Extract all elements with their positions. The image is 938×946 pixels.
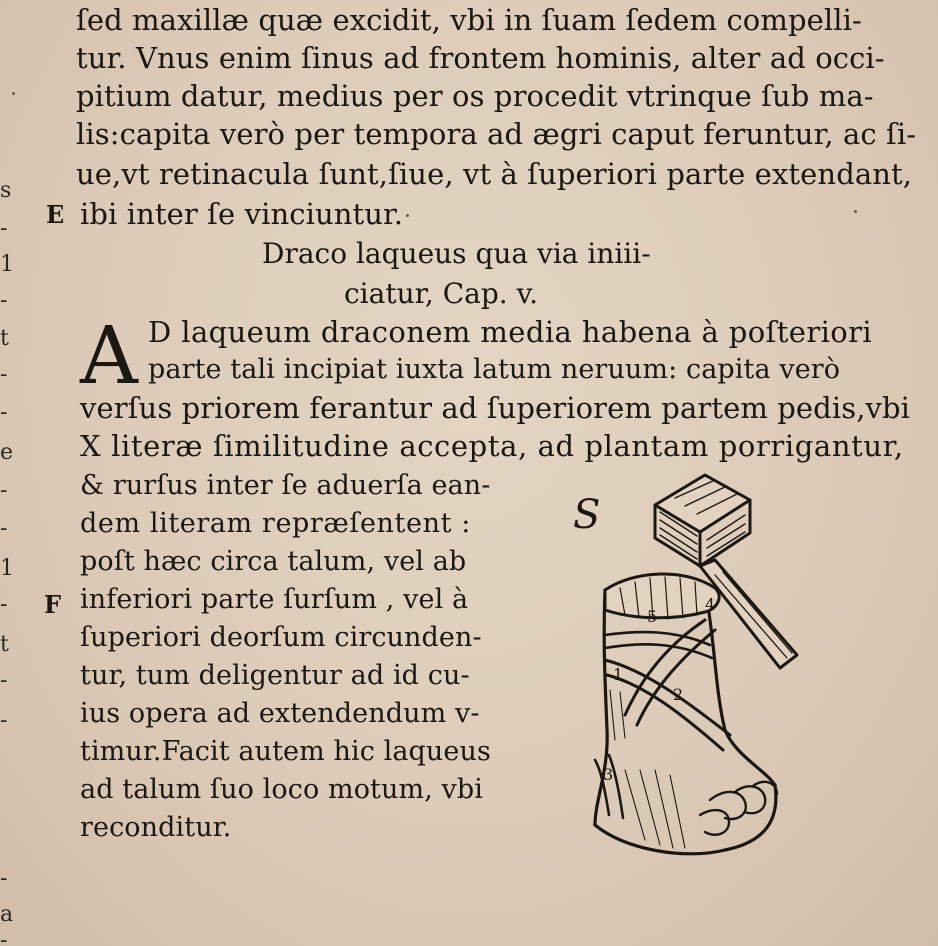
body-line: tur. Vnus enim ſinus ad frontem hominis, alter ad occi- (76, 41, 885, 75)
body-line: lis:capita verò per tempora ad ægri caput feruntur, ac ſi- (76, 117, 917, 151)
chapter-line: inferiori parte ſurſum , vel à (80, 584, 469, 615)
gutter-mark: - (0, 478, 8, 503)
chapter-line: timur.Facit autem hic laqueus (80, 736, 491, 767)
chapter-line: D laqueum draconem media habena à poſteriori (148, 315, 873, 349)
gutter-mark: e (0, 440, 14, 465)
figure-number: 5 (647, 607, 658, 626)
gutter-mark: - (0, 362, 8, 387)
gutter-mark: a (0, 902, 14, 927)
margin-letter-e: E (46, 200, 65, 229)
chapter-line: parte tali incipiat iuxta latum neruum: capita verò (148, 354, 841, 385)
chapter-heading: Draco laqueus qua via iniii- (262, 237, 651, 270)
paper-speck (854, 210, 857, 213)
chapter-line: & rurſus inter ſe aduerſa ean- (80, 470, 491, 501)
body-line: ibi inter ſe vinciuntur. (80, 197, 404, 231)
chapter-line: dem literam repræſentent : (80, 508, 471, 539)
chapter-line: ius opera ad extendendum v- (80, 698, 480, 729)
chapter-line: ſuperiori deorſum circunden- (80, 622, 482, 653)
gutter-mark: - (0, 288, 8, 313)
drop-cap: A (80, 309, 138, 402)
chapter-line: reconditur. (80, 812, 232, 843)
gutter-mark: - (0, 592, 8, 617)
chapter-number: ciatur, Cap. v. (344, 277, 538, 310)
body-line: pitium datur, medius per os procedit vtrinque ſub ma- (76, 79, 874, 113)
body-line: ue,vt retinacula ſunt,ſiue, vt à ſuperiori parte extendant, (76, 157, 913, 191)
figure-number: 1 (613, 665, 624, 684)
body-line: ſed maxillæ quæ excidit, vbi in ſuam ſedem compelli- (76, 3, 862, 37)
paper-speck (406, 214, 409, 217)
figure-label-letter: S (573, 492, 601, 538)
gutter-mark: t (0, 326, 9, 351)
gutter-mark: - (0, 708, 8, 733)
chapter-line: verſus priorem ferantur ad ſuperiorem partem pedis,vbi (80, 391, 911, 425)
figure-number: 4 (705, 595, 716, 614)
chapter-line: poſt hæc circa talum, vel ab (80, 546, 467, 577)
gutter-mark: - (0, 400, 8, 425)
chapter-line: X literæ ſimilitudine accepta, ad plantam porrigantur, (80, 429, 904, 463)
gutter-mark: t (0, 632, 9, 657)
gutter-mark: - (0, 866, 8, 891)
margin-letter-f: F (44, 590, 62, 619)
gutter-mark: - (0, 516, 8, 541)
woodcut-foot-illustration (565, 470, 810, 865)
figure-number: 2 (673, 685, 684, 704)
chapter-line: ad talum ſuo loco motum, vbi (80, 774, 484, 805)
gutter-mark: 1 (0, 556, 14, 581)
gutter-mark: s (0, 178, 12, 203)
chapter-line: tur, tum deligentur ad id cu- (80, 660, 470, 691)
gutter-mark: - (0, 668, 8, 693)
figure-number: 3 (603, 765, 614, 784)
gutter-mark: - (0, 928, 8, 946)
gutter-mark: 1 (0, 252, 14, 277)
gutter-mark: - (0, 216, 8, 241)
paper-speck (12, 92, 15, 95)
